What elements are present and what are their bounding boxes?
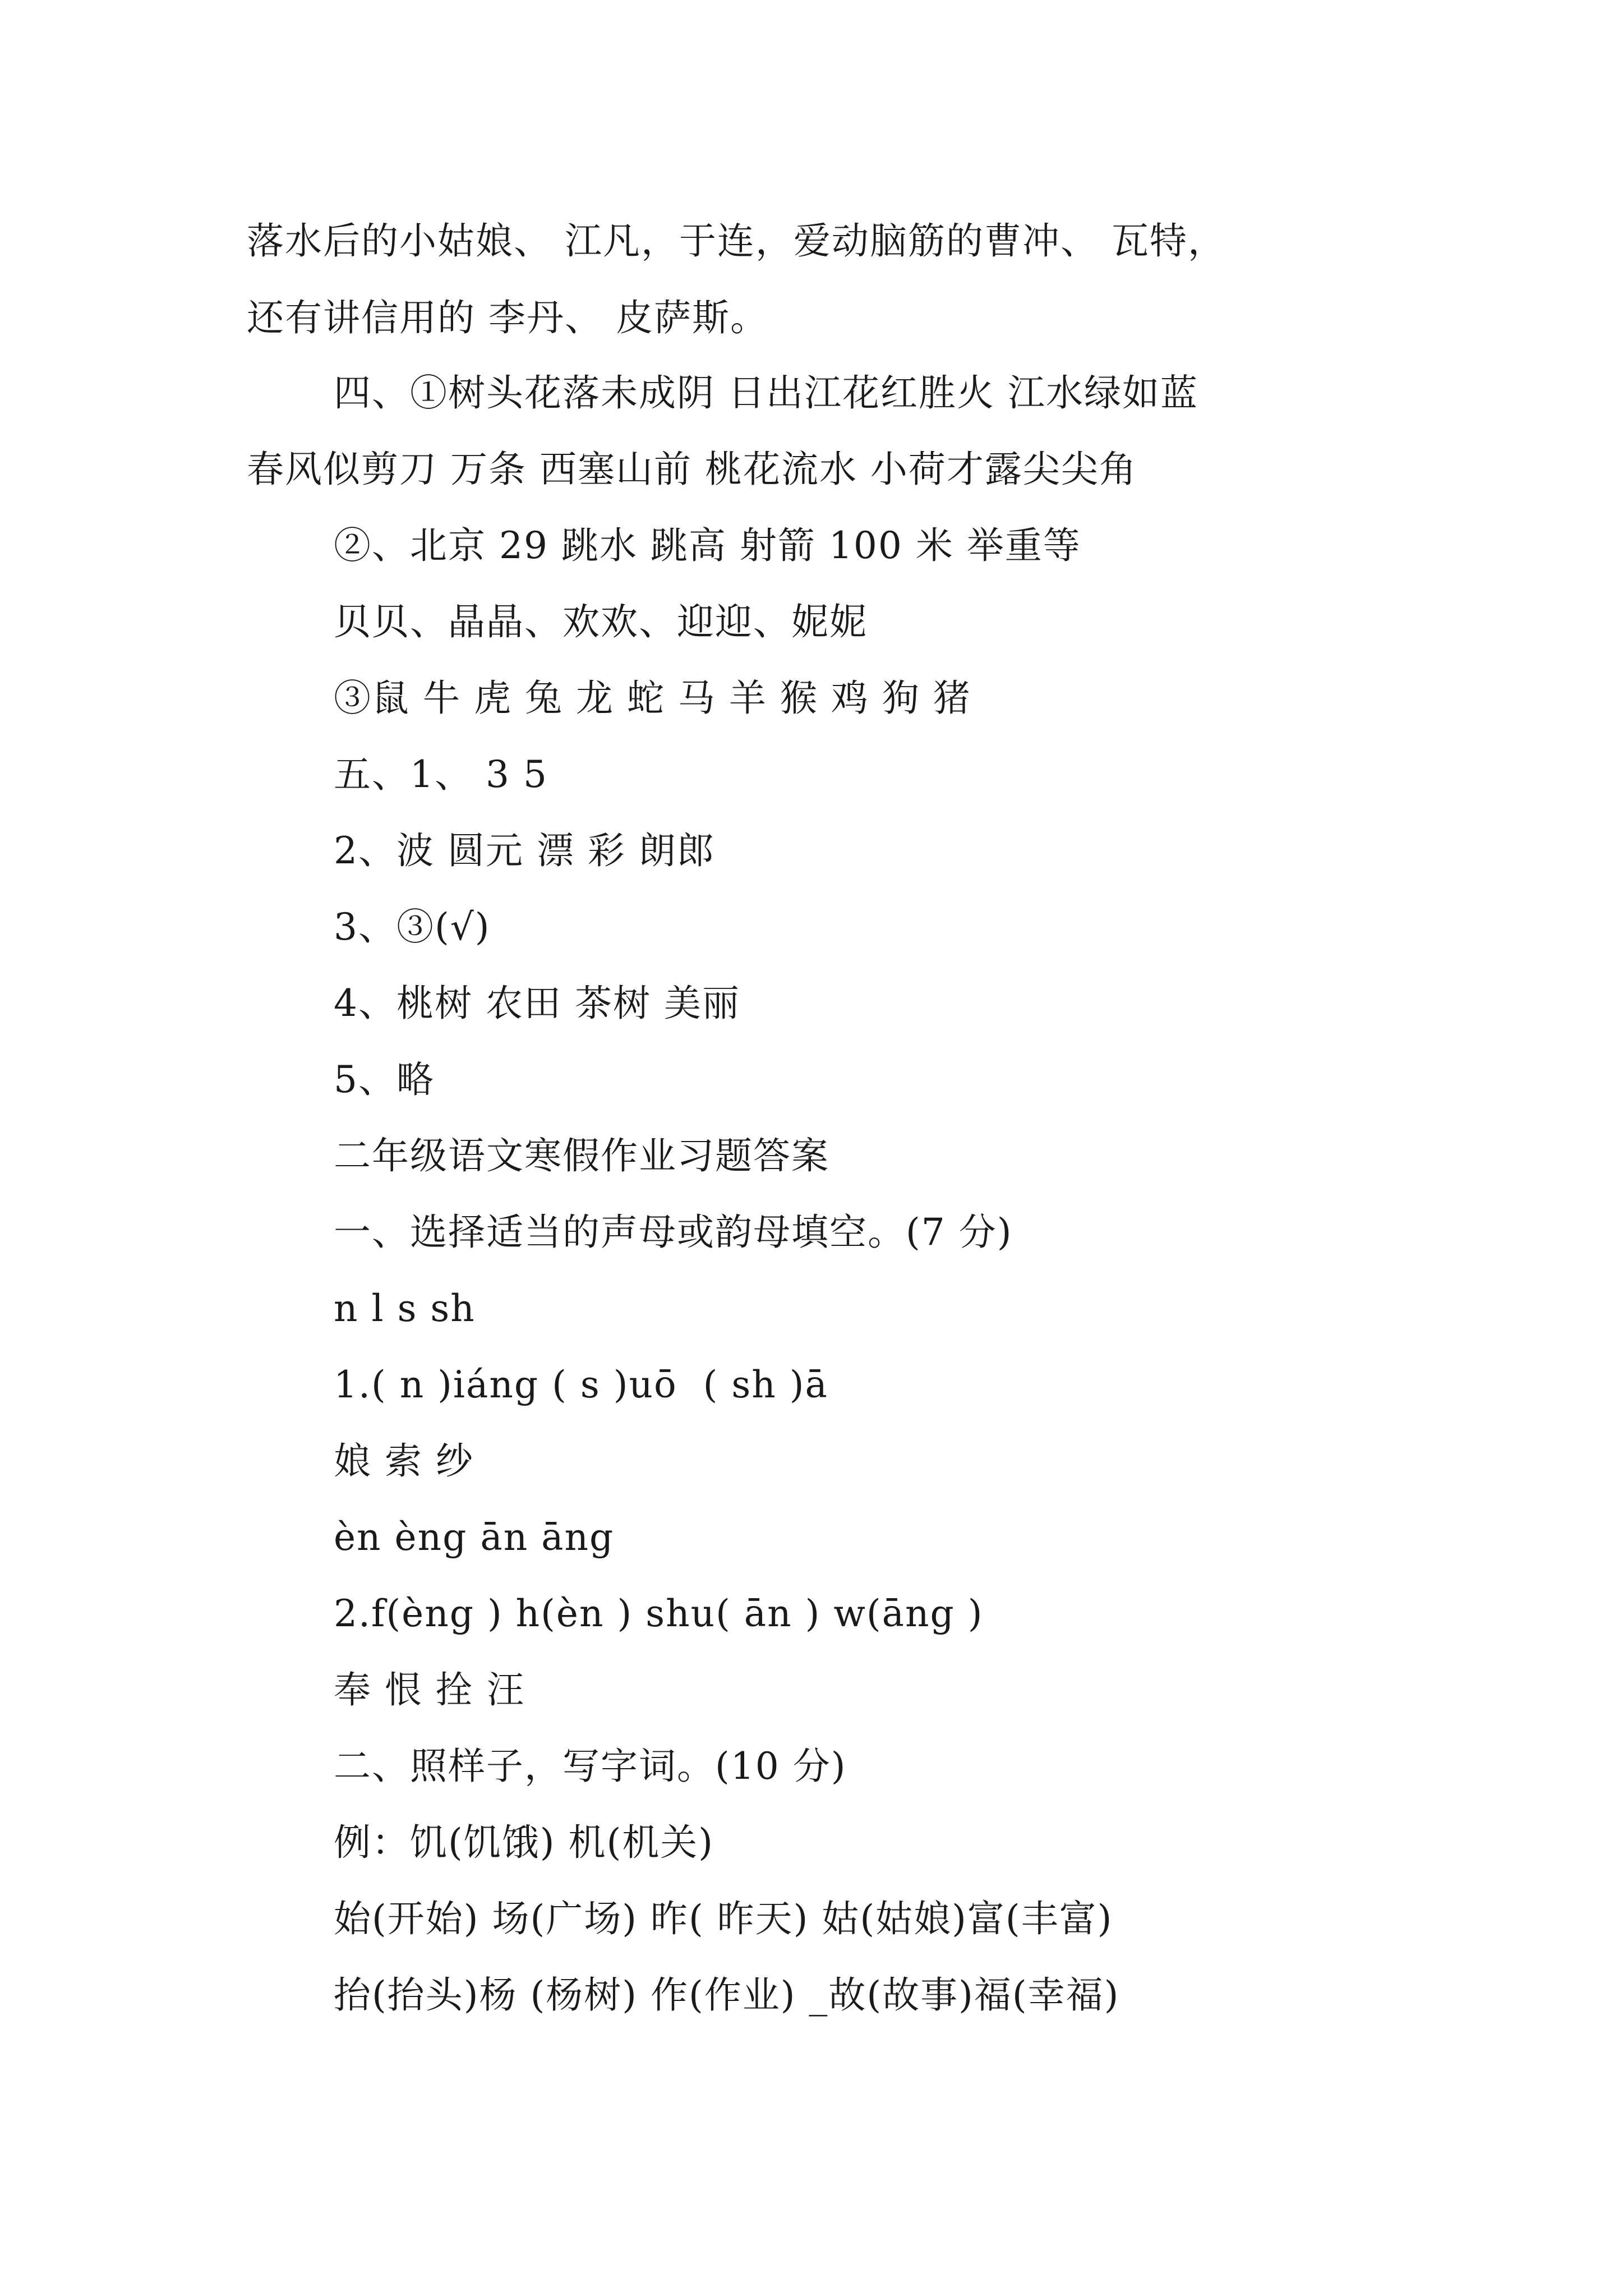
text-line-17: 娘 索 纱 xyxy=(334,1439,474,1483)
text-line-8: 五、1、 3 5 xyxy=(334,753,548,796)
text-line-2: 还有讲信用的 李丹、 皮萨斯。 xyxy=(247,296,768,339)
text-line-22: 例：饥(饥饿) 机(机关) xyxy=(334,1821,714,1864)
text-line-18: èn èng ān āng xyxy=(334,1516,615,1559)
text-line-14: 一、选择适当的声母或韵母填空。(7 分) xyxy=(334,1211,1013,1254)
text-line-6: 贝贝、晶晶、欢欢、迎迎、妮妮 xyxy=(334,600,868,643)
text-line-5: ②、北京 29 跳水 跳高 射箭 100 米 举重等 xyxy=(334,524,1081,567)
text-line-10: 3、③(√) xyxy=(334,905,491,949)
text-line-11: 4、桃树 农田 茶树 美丽 xyxy=(334,982,740,1025)
text-line-16: 1.( n )iáng ( s )uō ( sh )ā xyxy=(334,1363,828,1406)
text-line-4: 春风似剪刀 万条 西塞山前 桃花流水 小荷才露尖尖角 xyxy=(247,448,1137,491)
text-line-19: 2.f(èng ) h(èn ) shu( ān ) w(āng ) xyxy=(334,1592,984,1635)
text-line-24: 抬(抬头)杨 (杨树) 作(作业) _故(故事)福(幸福) xyxy=(334,1973,1120,2017)
text-line-12: 5、略 xyxy=(334,1058,435,1101)
section-heading: 二年级语文寒假作业习题答案 xyxy=(334,1134,829,1177)
text-line-1: 落水后的小姑娘、 江凡，于连，爱动脑筋的曹冲、 瓦特， xyxy=(247,219,1226,263)
text-line-7: ③鼠 牛 虎 兔 龙 蛇 马 羊 猴 鸡 狗 猪 xyxy=(334,677,971,720)
text-line-23: 始(开始) 场(广场) 昨( 昨天) 姑(姑娘)富(丰富) xyxy=(334,1897,1113,1940)
text-line-9: 2、波 圆元 漂 彩 朗郎 xyxy=(334,829,715,872)
text-line-20: 奉 恨 拴 汪 xyxy=(334,1668,525,1711)
text-line-21: 二、照样子，写字词。(10 分) xyxy=(334,1745,847,1788)
text-line-3: 四、①树头花落未成阴 日出江花红胜火 江水绿如蓝 xyxy=(334,371,1198,415)
text-line-15: n l s sh xyxy=(334,1287,476,1330)
